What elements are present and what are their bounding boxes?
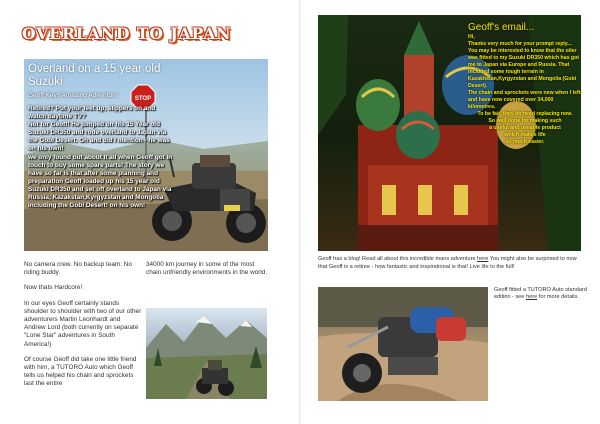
- side-note-text: [494, 287, 590, 302]
- photo-mountain-road: [146, 308, 267, 399]
- blog-paragraph: [318, 256, 582, 271]
- email-body: [468, 34, 582, 146]
- article-paragraph: In our eyes Geoff certainly stands shoulder to shoulder with two of our other adventurers Martin Leonhardt and Andrew Lord (both currently on separate "Lone Star" adventures in South America!): [24, 299, 142, 348]
- mountain-scene: [146, 308, 267, 399]
- article-paragraph: Now thats Hardcore!: [24, 284, 83, 292]
- email-line: So well done for making such: [488, 118, 562, 124]
- sand-scene: [318, 287, 488, 401]
- stop-sign-text: STOP: [134, 96, 152, 102]
- article-paragraph: Of course Geoff did take one little friend with him, a TUTORO Auto which Geoff tells us helped his chain and sprockets last the entire: [24, 355, 137, 388]
- blog-text: [318, 256, 582, 271]
- hero-paragraph: we only found out about it all when Geoff got in touch to buy some spare parts! The story we have so far is that after some planning and preparation Geoff loaded up his 15 year old Suzuki DR350 and set off overland to Japan via Russia, Kazakstan,Kyrgyzstan and Mongolia including the Gobi Desert! on his own!: [28, 153, 173, 210]
- hero-paragraph: Retired? Put your feet up, slippers on and watch daytime TV?: [28, 105, 156, 121]
- tutoro-here-link[interactable]: here: [526, 294, 538, 301]
- blog-here-link[interactable]: here: [477, 256, 489, 262]
- hero-body: [28, 105, 174, 210]
- email-title: Geoff's email...: [468, 22, 535, 33]
- main-title: OVERLAND TO JAPAN: [22, 24, 232, 43]
- hero-title: Overland on a 15 year old Suzuki: [28, 63, 161, 88]
- side-note-after: for more details.: [537, 294, 579, 301]
- email-line: Hi,: [468, 34, 475, 40]
- email-quote: [468, 22, 582, 146]
- blog-text-before: Geoff has a blog! Read all about this incredible mans adventure: [318, 256, 478, 262]
- hero-subtitle: Geoff Keys Amazing Adventure: [28, 92, 118, 99]
- hero-photo-motorbike: [24, 59, 268, 251]
- email-line: The chain and sprockets were new when I left and have now covered over 34,000 kilometres.: [468, 90, 581, 110]
- article-paragraph: No camera crew. No backup team. No riding buddy.: [24, 261, 132, 277]
- email-line: so much easier.: [505, 139, 545, 145]
- tutoro-note: [494, 287, 590, 302]
- article-paragraph: 34000 km journey in some of the most chain unfriendly environments in the world.: [146, 261, 268, 277]
- email-line: To be fair, they do need replacing now.: [477, 111, 573, 117]
- email-line: which makes life: [504, 132, 546, 138]
- email-line: Thanks very much for your prompt reply... You may be interested to know that the oiler was fitted to my Suzuki DR350 which has got me to Japan via Europe and Russia. That included some tough terrain in Kazakhstan,Kyrgyzstan and Mongolia (Gobi Desert).: [468, 41, 579, 89]
- page-gutter: [299, 0, 301, 424]
- email-line: a useful and useable product: [489, 125, 561, 131]
- article-column-2: [146, 261, 268, 284]
- photo-bike-in-sand: [318, 287, 488, 401]
- blog-text-after: You might also be surprised to now that Geoff is a retiree - how fantastic and inspirational is that! Live life to the full!: [318, 256, 577, 270]
- side-note-before: Geoff fitted a TUTORO Auto standard edition - see: [494, 287, 587, 301]
- article-column-1: [24, 261, 142, 396]
- hero-paragraph: Not for Geoff! He jumped on his 15 Year old Suzuki DR350 and rode overland to Japan via the Gobi Desert. Oh and did I mention - he was on his own!: [28, 121, 170, 153]
